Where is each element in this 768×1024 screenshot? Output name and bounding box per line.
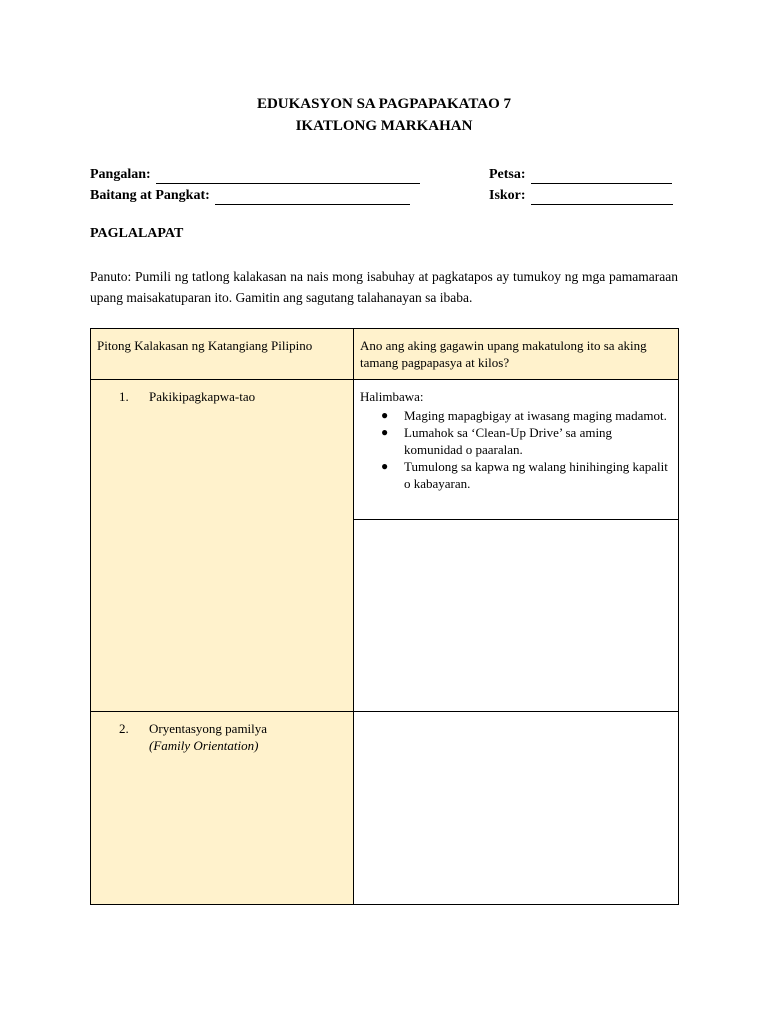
col1-header: Pitong Kalakasan ng Katangiang Pilipino	[91, 329, 354, 380]
instructions-text: Panuto: Pumili ng tatlong kalakasan na nais mong isabuhay at pagkatapos ay tumukoy ng mga pamamaraan upang maisakatuparan ito. Gamitin ang sagutang talahanayan sa ibaba.	[90, 269, 678, 305]
score-field[interactable]	[489, 187, 673, 205]
list-item: ● Lumahok sa ‘Clean-Up Drive’ sa aming komunidad o paaralan.	[404, 424, 672, 458]
answer-table	[90, 328, 679, 905]
table-header-row	[91, 329, 679, 380]
date-field[interactable]	[489, 166, 672, 184]
strength-text	[149, 720, 267, 754]
score-label: Iskor:	[489, 188, 526, 203]
example-list	[360, 407, 672, 492]
grade-section-blank-line[interactable]	[215, 190, 410, 205]
title-line-2: IKATLONG MARKAHAN	[295, 118, 473, 134]
example-cell	[354, 380, 679, 520]
answer-cell-2[interactable]	[354, 712, 679, 905]
score-blank-line[interactable]	[531, 190, 673, 205]
strength-label: Pakikipagkapwa-tao	[149, 389, 256, 404]
date-label: Petsa:	[489, 167, 526, 182]
name-blank-line[interactable]	[156, 169, 420, 184]
strength-subtitle: (Family Orientation)	[149, 738, 259, 753]
strength-label: Oryentasyong pamilya	[149, 721, 268, 736]
strength-item-2	[97, 720, 347, 754]
example-label: Halimbawa:	[360, 389, 424, 404]
list-item: ● Maging mapagbigay at iwasang maging madamot.	[404, 407, 672, 424]
grade-section-field[interactable]	[90, 187, 410, 205]
strength-number: 2.	[119, 721, 129, 736]
name-label: Pangalan:	[90, 167, 151, 182]
date-blank-line[interactable]	[531, 169, 672, 184]
list-item: ● Tumulong sa kapwa ng walang hinihinging kapalit o kabayaran.	[404, 458, 672, 492]
title-line-1: EDUKASYON SA PAGPAPAKATAO 7	[256, 96, 512, 112]
col2-header: Ano ang aking gagawin upang makatulong ito sa aking tamang pagpapasya at kilos?	[354, 329, 679, 380]
strength-cell-2	[91, 712, 354, 905]
answer-cell-1[interactable]	[354, 520, 679, 712]
grade-section-label: Baitang at Pangkat:	[90, 188, 210, 203]
table-row	[91, 380, 679, 520]
section-title: PAGLALAPAT	[90, 226, 184, 241]
strength-cell-1	[91, 380, 354, 712]
page-title	[0, 93, 768, 137]
strength-number: 1.	[119, 389, 129, 404]
strength-item-1	[97, 388, 347, 405]
table-row	[91, 712, 679, 905]
name-field[interactable]	[90, 166, 420, 184]
